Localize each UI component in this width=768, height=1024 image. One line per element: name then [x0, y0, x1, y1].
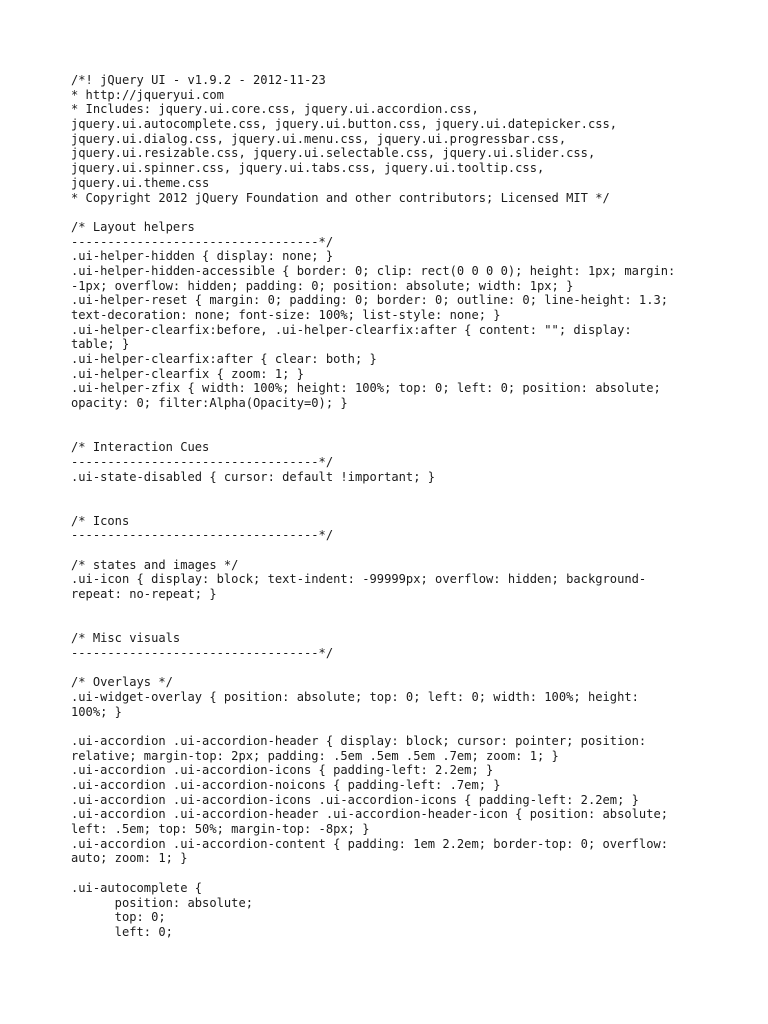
code-line: .ui-accordion .ui-accordion-noicons { padding-left: .7em; } [71, 778, 501, 792]
code-line: jquery.ui.dialog.css, jquery.ui.menu.css, jquery.ui.progressbar.css, [71, 131, 567, 146]
code-line [71, 426, 751, 441]
code-line: .ui-widget-overlay { position: absolute; top: 0; left: 0; width: 100%; height: [71, 689, 639, 704]
code-line: text-decoration: none; font-size: 100%; list-style: none; } [71, 308, 501, 322]
code-line: .ui-helper-hidden-accessible { border: 0; clip: rect(0 0 0 0); height: 1px; margin: [71, 263, 676, 278]
code-line [71, 411, 751, 426]
code-line: /*! jQuery UI - v1.9.2 - 2012-11-23 [71, 73, 326, 87]
code-line: jquery.ui.resizable.css, jquery.ui.selectable.css, jquery.ui.slider.css, [71, 146, 596, 161]
code-line [71, 484, 751, 499]
code-line: /* states and images */ [71, 557, 239, 572]
code-line: .ui-helper-clearfix:after { clear: both; } [71, 352, 377, 367]
code-line [71, 866, 751, 881]
code-line [71, 616, 751, 631]
code-line: ----------------------------------*/ [71, 528, 334, 543]
code-line [71, 543, 751, 558]
code-line: jquery.ui.theme.css [71, 175, 210, 190]
code-line: table; } [71, 337, 130, 352]
code-line: .ui-state-disabled { cursor: default !important; } [71, 469, 436, 484]
code-line [71, 499, 751, 514]
css-source-text [71, 73, 751, 940]
code-line: auto; zoom: 1; } [71, 851, 188, 866]
code-line: .ui-accordion .ui-accordion-icons { padding-left: 2.2em; } [71, 763, 494, 778]
code-line: * http://jqueryui.com [71, 87, 224, 102]
code-line: /* Interaction Cues [71, 440, 210, 455]
code-line: -1px; overflow: hidden; padding: 0; position: absolute; width: 1px; } [71, 278, 574, 293]
code-line [71, 661, 751, 676]
code-line: repeat: no-repeat; } [71, 587, 217, 602]
code-line: .ui-accordion .ui-accordion-header { display: block; cursor: pointer; position: [71, 733, 647, 748]
code-line: /* Layout helpers [71, 219, 195, 234]
code-line [71, 602, 751, 617]
code-line: /* Misc visuals [71, 631, 181, 646]
code-line: .ui-helper-clearfix:before, .ui-helper-clearfix:after { content: ""; display: [71, 322, 632, 337]
code-line: left: 0; [71, 924, 173, 939]
code-line: .ui-helper-reset { margin: 0; padding: 0; border: 0; outline: 0; line-height: 1.3; [71, 293, 669, 308]
code-line: .ui-helper-hidden { display: none; } [71, 249, 334, 264]
code-line [71, 205, 751, 220]
code-line: .ui-helper-zfix { width: 100%; height: 100%; top: 0; left: 0; position: absolute; [71, 381, 661, 396]
code-line: opacity: 0; filter:Alpha(Opacity=0); } [71, 396, 348, 411]
code-line: * Includes: jquery.ui.core.css, jquery.ui.accordion.css, [71, 102, 479, 117]
code-line: jquery.ui.autocomplete.css, jquery.ui.button.css, jquery.ui.datepicker.css, [71, 117, 618, 132]
code-line: /* Overlays */ [71, 675, 173, 690]
code-line: ----------------------------------*/ [71, 454, 334, 469]
code-line: .ui-accordion .ui-accordion-content { padding: 1em 2.2em; border-top: 0; overflow: [71, 836, 669, 851]
code-line: .ui-helper-clearfix { zoom: 1; } [71, 366, 304, 381]
code-line: .ui-accordion .ui-accordion-icons .ui-accordion-icons { padding-left: 2.2em; } [71, 792, 639, 807]
code-line: jquery.ui.spinner.css, jquery.ui.tabs.css, jquery.ui.tooltip.css, [71, 161, 545, 176]
code-line: ----------------------------------*/ [71, 645, 334, 660]
code-line: .ui-autocomplete { [71, 880, 203, 895]
code-line: relative; margin-top: 2px; padding: .5em .5em .5em .7em; zoom: 1; } [71, 748, 559, 763]
code-line: .ui-icon { display: block; text-indent: -99999px; overflow: hidden; background- [71, 572, 647, 587]
code-line: .ui-accordion .ui-accordion-header .ui-accordion-header-icon { position: absolute; [71, 807, 669, 822]
code-line: top: 0; [71, 910, 166, 925]
code-line: ----------------------------------*/ [71, 234, 334, 249]
code-line [71, 719, 751, 734]
code-line: 100%; } [71, 704, 122, 719]
code-line: /* Icons [71, 513, 130, 528]
code-line: left: .5em; top: 50%; margin-top: -8px; } [71, 822, 370, 837]
code-line: * Copyright 2012 jQuery Foundation and other contributors; Licensed MIT */ [71, 190, 610, 205]
code-line: position: absolute; [71, 895, 254, 910]
